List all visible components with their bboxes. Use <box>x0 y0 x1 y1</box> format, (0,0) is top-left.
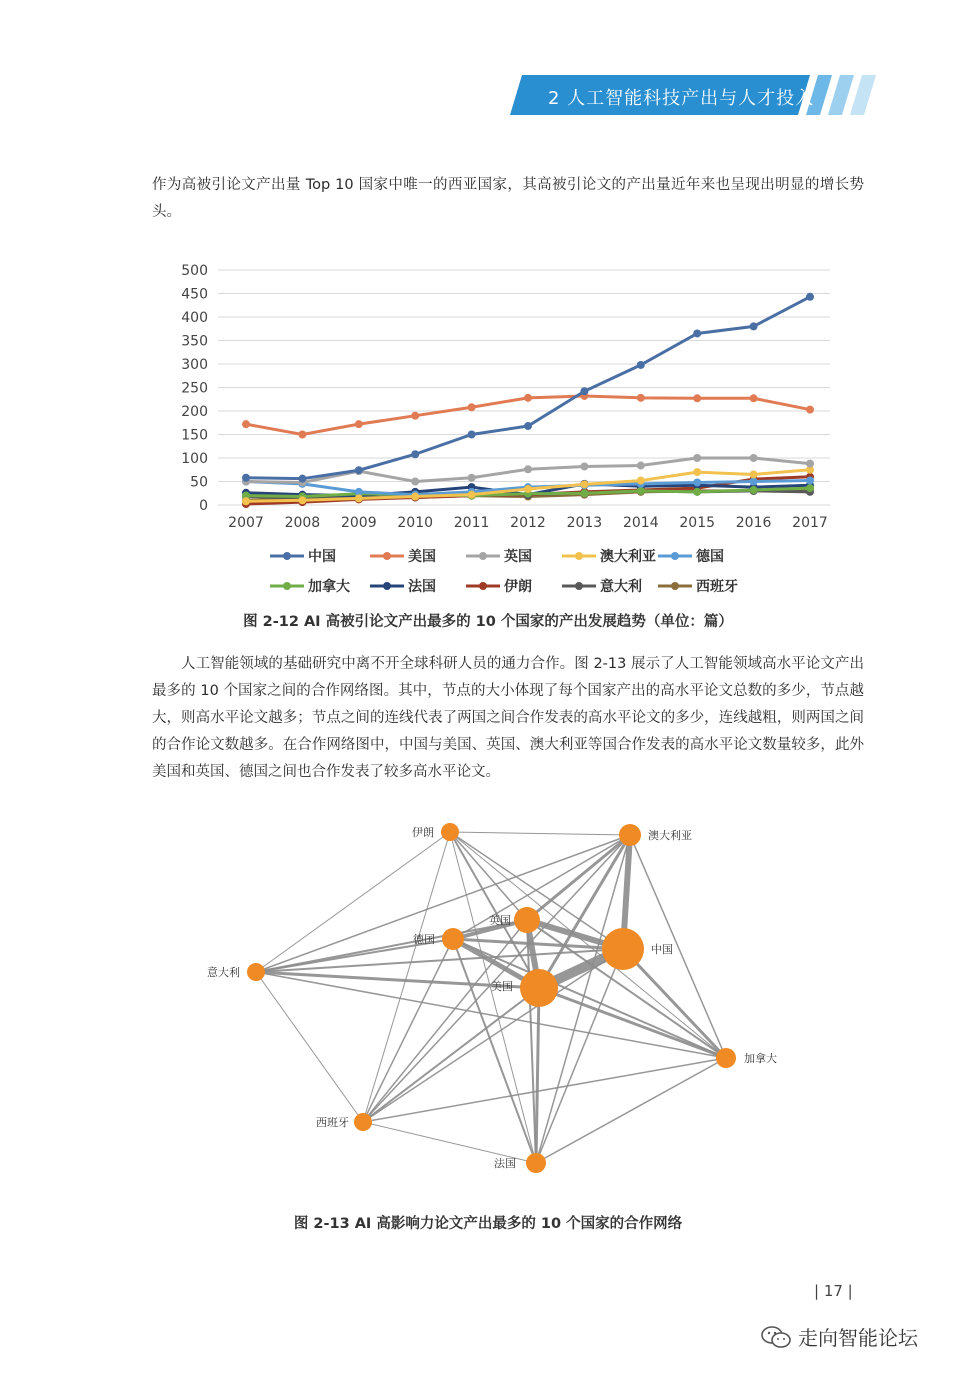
node-label: 中国 <box>651 943 673 956</box>
data-point <box>298 496 306 504</box>
data-point <box>524 485 532 493</box>
data-point <box>580 489 588 497</box>
edge-德国-西班牙 <box>363 939 453 1122</box>
legend-label: 英国 <box>504 549 532 565</box>
node-label: 加拿大 <box>744 1052 777 1065</box>
node-中国 <box>602 928 644 970</box>
node-美国 <box>520 969 558 1007</box>
legend-label: 西班牙 <box>696 579 738 595</box>
data-point <box>524 465 532 473</box>
legend-label: 德国 <box>696 549 724 565</box>
data-point <box>637 462 645 470</box>
node-label: 伊朗 <box>412 826 434 839</box>
y-tick-label: 50 <box>190 474 208 491</box>
legend-label: 澳大利亚 <box>600 549 656 565</box>
y-tick-label: 250 <box>181 380 208 397</box>
y-tick-label: 400 <box>181 310 208 326</box>
node-澳大利亚 <box>619 824 641 846</box>
legend-marker <box>383 582 391 590</box>
node-法国 <box>526 1153 546 1173</box>
node-意大利 <box>247 963 265 981</box>
y-tick-label: 500 <box>181 263 208 279</box>
legend-label: 法国 <box>408 579 436 595</box>
node-伊朗 <box>441 823 459 841</box>
data-point <box>298 475 306 483</box>
data-point <box>468 431 476 439</box>
watermark-text: 走向智能论坛 <box>798 1326 918 1350</box>
data-point <box>298 431 306 439</box>
data-point <box>355 466 363 474</box>
data-point <box>411 450 419 458</box>
data-point <box>411 493 419 501</box>
page-number: | 17 | <box>814 1282 853 1300</box>
data-point <box>806 406 814 414</box>
data-point <box>637 477 645 485</box>
collaboration-network <box>190 810 790 1190</box>
edge-意大利-伊朗 <box>256 832 450 972</box>
node-label: 法国 <box>494 1157 516 1170</box>
node-德国 <box>442 928 464 950</box>
data-point <box>580 462 588 470</box>
wechat-icon <box>760 1325 792 1349</box>
x-tick-label: 2011 <box>453 515 490 531</box>
legend-marker <box>479 552 487 560</box>
x-tick-label: 2016 <box>735 515 772 531</box>
edge-德国-法国 <box>453 939 536 1163</box>
data-point <box>355 420 363 428</box>
x-tick-label: 2010 <box>397 515 434 531</box>
node-加拿大 <box>716 1048 736 1068</box>
data-point <box>468 474 476 482</box>
data-point <box>242 497 250 505</box>
data-point <box>693 468 701 476</box>
edge-伊朗-澳大利亚 <box>450 832 630 835</box>
edge-澳大利亚-西班牙 <box>363 835 630 1122</box>
data-point <box>580 480 588 488</box>
data-point <box>468 403 476 411</box>
data-point <box>750 454 758 462</box>
legend-marker <box>575 582 583 590</box>
data-point <box>637 487 645 495</box>
edge-美国-加拿大 <box>539 988 726 1058</box>
data-point <box>524 394 532 402</box>
edge-加拿大-法国 <box>536 1058 726 1163</box>
legend-label: 中国 <box>308 549 336 565</box>
data-point <box>693 488 701 496</box>
y-tick-label: 450 <box>181 286 208 303</box>
data-point <box>806 293 814 301</box>
edge-加拿大-西班牙 <box>363 1058 726 1122</box>
data-point <box>750 394 758 402</box>
data-point <box>411 412 419 420</box>
data-point <box>750 486 758 494</box>
watermark <box>760 1322 918 1351</box>
line-chart <box>170 255 850 605</box>
edge-伊朗-西班牙 <box>363 832 450 1122</box>
legend-marker <box>383 552 391 560</box>
edge-意大利-西班牙 <box>256 972 363 1122</box>
legend-label: 加拿大 <box>308 579 350 595</box>
legend-label: 意大利 <box>600 579 642 595</box>
legend-label: 美国 <box>408 549 436 565</box>
data-point <box>242 420 250 428</box>
node-西班牙 <box>354 1113 372 1131</box>
legend-marker <box>671 582 679 590</box>
x-tick-label: 2007 <box>228 515 264 531</box>
data-point <box>806 477 814 485</box>
legend-marker <box>479 582 487 590</box>
figure-2-12-caption: 图 2-12 AI 高被引论文产出最多的 10 个国家的产出发展趋势（单位：篇） <box>243 614 733 630</box>
data-point <box>524 422 532 430</box>
x-tick-label: 2008 <box>284 515 321 531</box>
x-tick-label: 2014 <box>622 515 659 531</box>
data-point <box>693 478 701 486</box>
legend-marker <box>671 552 679 560</box>
x-tick-label: 2012 <box>510 515 546 531</box>
x-tick-label: 2013 <box>566 515 603 531</box>
y-tick-label: 200 <box>181 404 208 420</box>
x-tick-label: 2009 <box>340 515 377 531</box>
paragraph-1: 作为高被引论文产出量 Top 10 国家中唯一的西亚国家，其高被引论文的产出量近年来也呈现出明显的增长势头。 <box>152 177 864 220</box>
y-tick-label: 300 <box>181 357 208 373</box>
data-point <box>693 394 701 402</box>
data-point <box>750 478 758 486</box>
legend-marker <box>283 552 291 560</box>
node-英国 <box>514 907 540 933</box>
data-point <box>750 470 758 478</box>
node-label: 澳大利亚 <box>648 829 692 842</box>
data-point <box>355 494 363 502</box>
y-tick-label: 0 <box>199 498 208 514</box>
data-point <box>693 454 701 462</box>
node-label: 西班牙 <box>316 1116 349 1129</box>
y-tick-label: 150 <box>181 427 208 444</box>
paragraph-2: 人工智能领域的基础研究中离不开全球科研人员的通力合作。图 2-13 展示了人工智能领域高水平论文产出最多的 10 个国家之间的合作网络图。其中，节点的大小体现了每个国家产出的高水平论文总数的多少，节点越大，则高水平论文越多；节点之间的连线代表了两国之间合作发表的高水平论文的多少，连线越粗，则两国之间的合作论文数越多。在合作网络图中，中国与美国、英国、澳大利亚等国合作发表的高水平论文数量较多，此外美国和英国、德国之间也合作发表了较多高水平论文。 <box>152 656 864 780</box>
node-label: 美国 <box>491 980 513 993</box>
node-label: 英国 <box>489 914 511 927</box>
edge-美国-法国 <box>536 988 539 1163</box>
legend-marker <box>575 552 583 560</box>
legend-label: 伊朗 <box>504 579 532 595</box>
data-point <box>242 474 250 482</box>
y-tick-label: 350 <box>181 333 208 350</box>
legend-marker <box>283 582 291 590</box>
x-tick-label: 2015 <box>679 515 716 531</box>
node-label: 德国 <box>413 933 435 946</box>
data-point <box>637 361 645 369</box>
y-tick-label: 100 <box>181 451 208 467</box>
data-point <box>750 322 758 330</box>
data-point <box>806 484 814 492</box>
node-label: 意大利 <box>207 966 240 979</box>
x-tick-label: 2017 <box>792 515 828 531</box>
data-point <box>411 478 419 486</box>
data-point <box>693 329 701 337</box>
section-title: 2 人工智能科技产出与人才投入 <box>548 88 815 109</box>
edge-中国-西班牙 <box>363 949 623 1122</box>
figure-2-13-caption: 图 2-13 AI 高影响力论文产出最多的 10 个国家的合作网络 <box>293 1216 683 1232</box>
data-point <box>468 491 476 499</box>
data-point <box>580 387 588 395</box>
edge-德国-加拿大 <box>453 939 726 1058</box>
data-point <box>637 394 645 402</box>
data-point <box>806 460 814 468</box>
section-header-banner <box>510 75 876 115</box>
